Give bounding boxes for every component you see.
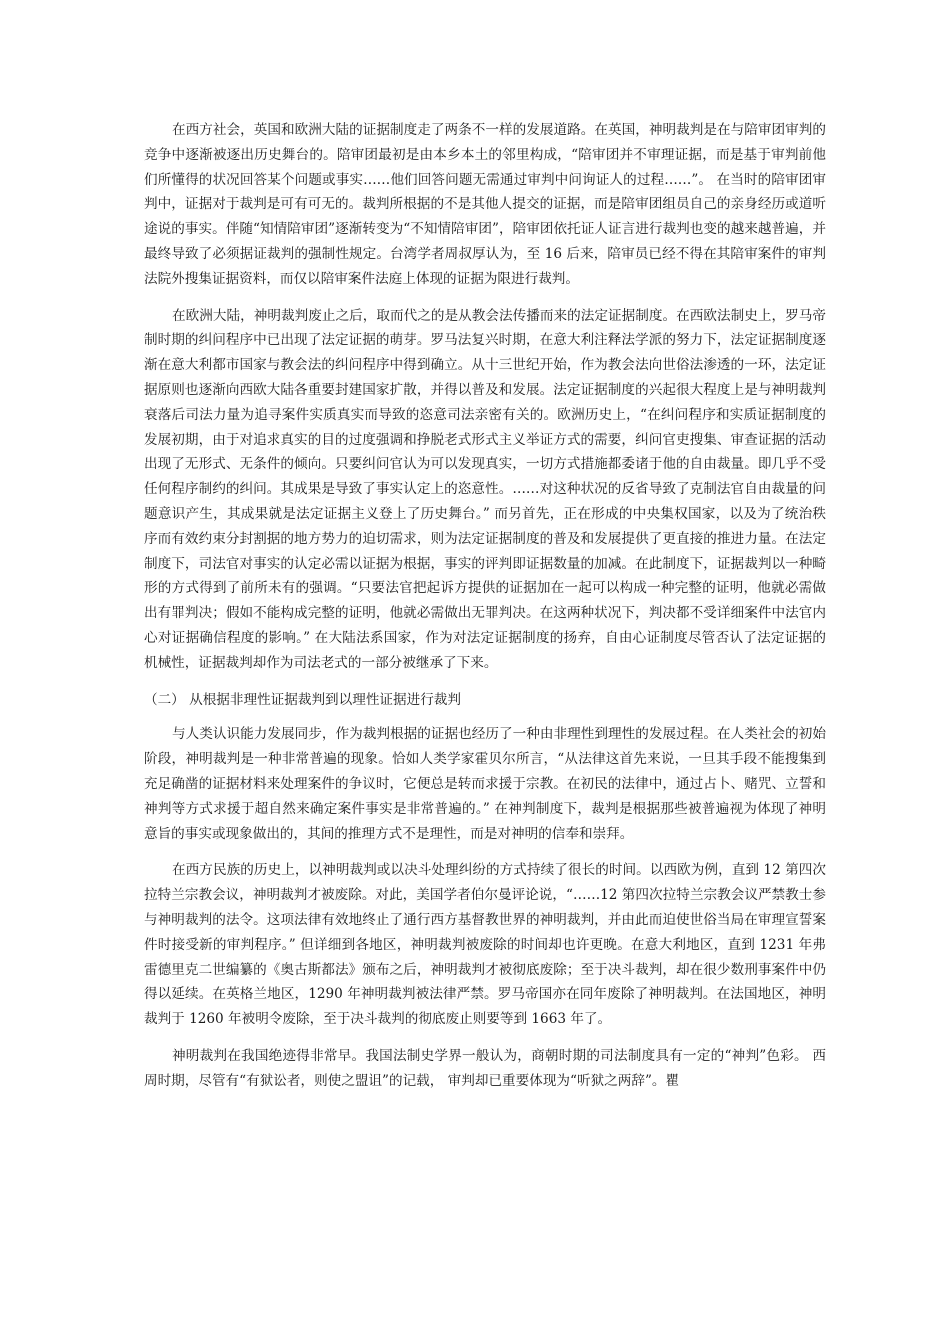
- paragraph-continental-legal-evidence: 在欧洲大陆，神明裁判废止之后，取而代之的是从教会法传播而来的法定证据制度。在西欧法制史上，罗马帝制时期的纠问程序中已出现了法定证据的萌芽。罗马法复兴时期，在意大利注释法学派的努力下，法定证据制度逐渐在意大利都市国家与教会法的纠问程序中得到确立。从十三世纪开始，作为教会法向世俗法渗透的一环，法定证据原则也逐渐向西欧大陆各重要封建国家扩散，并得以普及和发展。法定证据制度的兴起很大程度上是与神明裁判衰落后司法力量为追寻案件实质真实而导致的恣意司法亲密有关的。欧洲历史上，“在纠问程序和实质证据制度的发展初期，由于对追求真实的目的过度强调和挣脱老式形式主义举证方式的需要，纠问官吏搜集、审查证据的活动出现了无形式、无条件的倾向。只要纠问官认为可以发现真实，一切方式措施都委诸于他的自由裁量。即几乎不受任何程序制约的纠问。其成果是导致了事实认定上的恣意性。……对这种状况的反省导致了克制法官自由裁量的问题意识产生，其成果就是法定证据主义登上了历史舞台。” 而另首先，正在形成的中央集权国家，以及为了统治秩序而有效约束分封割据的地方势力的迫切需求，则为法定证据制度的普及和发展提供了更直接的推进力量。在法定制度下，司法官对事实的认定必需以证据为根据，事实的评判即证据数量的加减。在此制度下，证据裁判以一种畸形的方式得到了前所未有的强调。“只要法官把起诉方提供的证据加在一起可以构成一种完整的证明，他就必需做出有罪判决；假如不能构成完整的证明，他就必需做出无罪判决。在这两种状况下，判决都不受详细案件中法官内心对证据确信程度的影响。” 在大陆法系国家，作为对法定证据制度的扬弃，自由心证制度尽管否认了法定证据的机械性，证据裁判却作为司法老式的一部分被继承了下来。: [144, 307, 826, 671]
- section-heading: （二） 从根据非理性证据裁判到以理性证据进行裁判: [144, 691, 461, 708]
- paragraph-irrational-to-rational: 与人类认识能力发展同步，作为裁判根据的证据也经历了一种由非理性到理性的发展过程。在人类社会的初始阶段，神明裁判是一种非常普遍的现象。恰如人类学家霍贝尔所言，“从法律这首先来说，一旦其手段不能搜集到充足确凿的证据材料来处理案件的争议时，它便总是转而求援于宗教。在初民的法律中，通过占卜、赌咒、立誓和神判等方式求援于超自然来确定案件事实是非常普遍的。” 在神判制度下，裁判是根据那些被普遍视为体现了神明意旨的事实或现象做出的，其间的推理方式不是理性，而是对神明的信奉和崇拜。: [144, 726, 826, 842]
- paragraph-western-ordeal-history: 在西方民族的历史上，以神明裁判或以决斗处理纠纷的方式持续了很长的时间。以西欧为例，直到 12 第四次拉特兰宗教会议，神明裁判才被废除。对此，美国学者伯尔曼评论说，“……12 第四次拉特兰宗教会议严禁教士参与神明裁判的法令。这项法律有效地终止了通行西方基督教世界的神明裁判，并由此而迫使世俗当局在审理宣誓案件时接受新的审判程序。” 但详细到各地区，神明裁判被废除的时间却也许更晚。在意大利地区，直到 1231 年弗雷德里克二世编纂的《奥古斯都法》颁布之后，神明裁判才被彻底废除；至于决斗裁判，却在很少数刑事案件中仍得以延续。在英格兰地区，1290 年神明裁判被法律严禁。罗马帝国亦在同年废除了神明裁判。在法国地区，神明裁判于 1260 年被明令废除，至于决斗裁判的彻底废止则要等到 1663 年了。: [144, 862, 826, 1028]
- paragraph-england-jury: 在西方社会，英国和欧洲大陆的证据制度走了两条不一样的发展道路。在英国，神明裁判是在与陪审团审判的竞争中逐渐被逐出历史舞台的。陪审团最初是由本乡本土的邻里构成，“陪审团并不审理证据，而是基于审判前他们所懂得的状况回答某个问题或事实……他们回答问题无需通过审判中问询证人的过程……”。 在当时的陪审团审判中，证据对于裁判是可有可无的。裁判所根据的不是其他人提交的证据，而是陪审团组员自己的亲身经历或道听途说的事实。伴随“知情陪审团”逐渐转变为“不知情陪审团”，陪审团依托证人证言进行裁判也变的越来越普遍，并最终导致了必须据证裁判的强制性规定。台湾学者周叔厚认为，至 16 后来，陪审员已经不得在其陪审案件的审判法院外搜集证据资料，而仅以陪审案件法庭上体现的证据为限进行裁判。: [144, 122, 826, 287]
- paragraph-china-ordeal: 神明裁判在我国绝迹得非常早。我国法制史学界一般认为，商朝时期的司法制度具有一定的“神判”色彩。 西周时期，尽管有“有狱讼者，则使之盟诅”的记载， 审判却已重要体现为“听狱之两辞”。瞿: [144, 1047, 826, 1089]
